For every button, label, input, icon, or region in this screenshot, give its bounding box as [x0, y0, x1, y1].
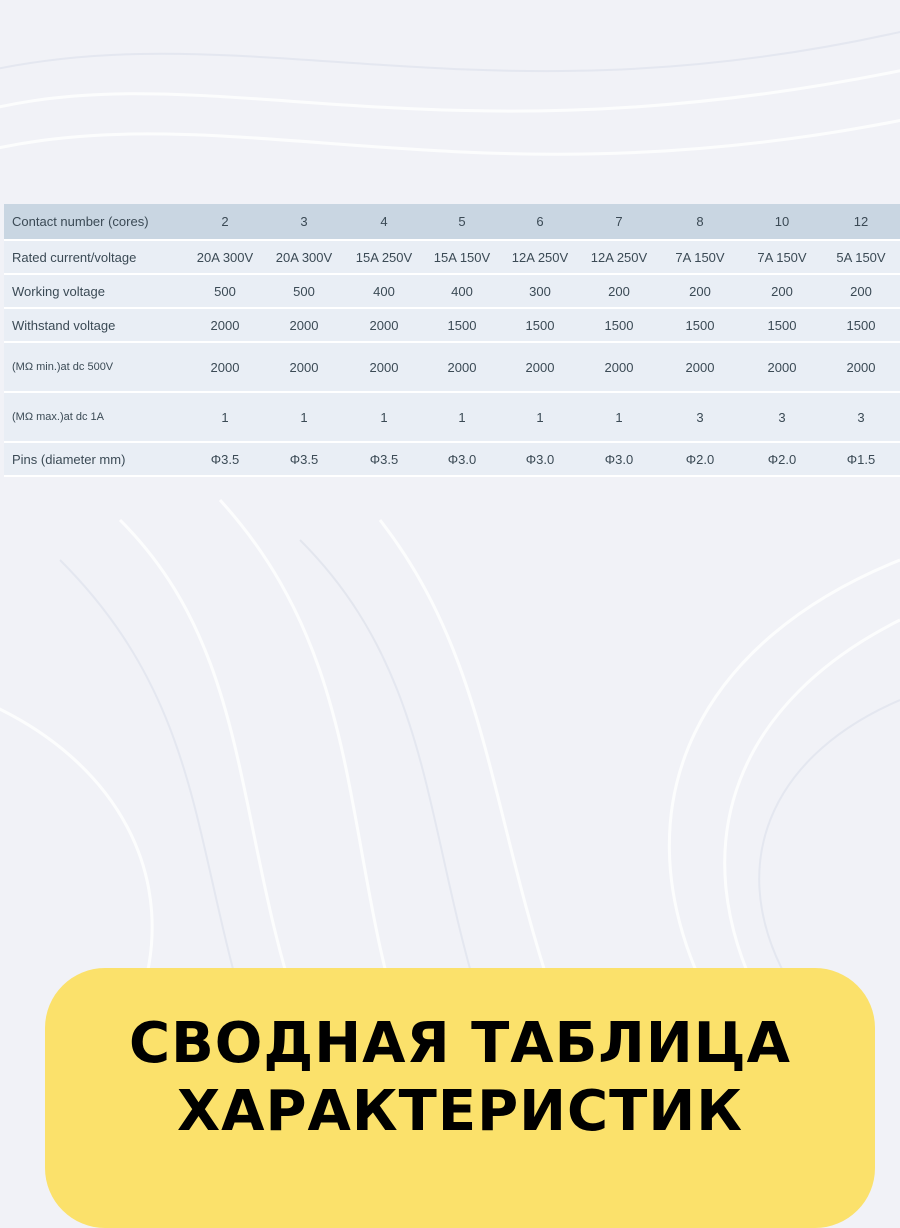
table-cell: 2000 — [424, 342, 500, 392]
table-row — [4, 442, 900, 476]
table-cell: 2000 — [500, 342, 580, 392]
table-cell: 20A 300V — [264, 240, 344, 274]
table-cell: 1 — [500, 392, 580, 442]
table-cell: 1500 — [500, 308, 580, 342]
table-cell: 12A 250V — [580, 240, 658, 274]
table-cell: 7A 150V — [742, 240, 822, 274]
table-cell: 2000 — [822, 342, 900, 392]
table-cell: 1500 — [742, 308, 822, 342]
table-cell: 3 — [742, 392, 822, 442]
table-row — [4, 342, 900, 392]
table-cell: 1 — [186, 392, 264, 442]
table-cell: Φ3.0 — [580, 442, 658, 476]
table-cell: Φ1.5 — [822, 442, 900, 476]
row-label: Rated current/voltage — [4, 240, 186, 274]
table-cell: 1500 — [580, 308, 658, 342]
table-cell: Φ3.5 — [186, 442, 264, 476]
table-cell: 2000 — [186, 342, 264, 392]
table-cell: 2000 — [344, 308, 424, 342]
row-label: Pins (diameter mm) — [4, 442, 186, 476]
table-cell: 200 — [658, 274, 742, 308]
table-cell: 3 — [822, 392, 900, 442]
table-cell: 15A 250V — [344, 240, 424, 274]
table-cell: Φ3.0 — [500, 442, 580, 476]
table-cell: 7A 150V — [658, 240, 742, 274]
table-cell: 400 — [344, 274, 424, 308]
table-row — [4, 392, 900, 442]
column-header: 3 — [264, 204, 344, 240]
table-cell: 20A 300V — [186, 240, 264, 274]
table-cell: 2000 — [742, 342, 822, 392]
row-label: Withstand voltage — [4, 308, 186, 342]
table-cell: Φ3.0 — [424, 442, 500, 476]
table-cell: 1500 — [658, 308, 742, 342]
column-header: 12 — [822, 204, 900, 240]
table-cell: 1 — [344, 392, 424, 442]
table-cell: 200 — [580, 274, 658, 308]
table-cell: Φ3.5 — [264, 442, 344, 476]
table-cell: 2000 — [580, 342, 658, 392]
table-cell: 12A 250V — [500, 240, 580, 274]
table-cell: 1 — [580, 392, 658, 442]
column-header: 10 — [742, 204, 822, 240]
column-header: 8 — [658, 204, 742, 240]
table-cell: 2000 — [186, 308, 264, 342]
banner-title-line-2: ХАРАКТЕРИСТИК — [177, 1079, 743, 1144]
table-cell: 1 — [424, 392, 500, 442]
row-label: (MΩ min.)at dc 500V — [4, 342, 186, 392]
column-header: 6 — [500, 204, 580, 240]
table-cell: 500 — [264, 274, 344, 308]
table-cell: 2000 — [264, 308, 344, 342]
table-cell: Φ3.5 — [344, 442, 424, 476]
table-row — [4, 240, 900, 274]
column-header: 7 — [580, 204, 658, 240]
table-cell: 1500 — [424, 308, 500, 342]
table-row — [4, 274, 900, 308]
column-header: 4 — [344, 204, 424, 240]
table-cell: 1 — [264, 392, 344, 442]
table-cell: Φ2.0 — [742, 442, 822, 476]
banner-title-line-1: СВОДНАЯ ТАБЛИЦА — [129, 1011, 791, 1076]
row-label: (MΩ max.)at dc 1A — [4, 392, 186, 442]
table-cell: 15A 150V — [424, 240, 500, 274]
table-cell: 400 — [424, 274, 500, 308]
column-header: 5 — [424, 204, 500, 240]
table-cell: 200 — [742, 274, 822, 308]
table-cell: 300 — [500, 274, 580, 308]
column-header: 2 — [186, 204, 264, 240]
banner-title — [45, 1010, 875, 1146]
table-cell: Φ2.0 — [658, 442, 742, 476]
table-cell: 1500 — [822, 308, 900, 342]
table-cell: 2000 — [658, 342, 742, 392]
table-cell: 200 — [822, 274, 900, 308]
table-cell: 500 — [186, 274, 264, 308]
row-label: Working voltage — [4, 274, 186, 308]
table-cell: 2000 — [264, 342, 344, 392]
table-row — [4, 308, 900, 342]
table-cell: 2000 — [344, 342, 424, 392]
table-header-row — [4, 204, 900, 240]
specifications-table — [4, 204, 900, 477]
header-label: Contact number (cores) — [4, 204, 186, 240]
table-cell: 5A 150V — [822, 240, 900, 274]
table-cell: 3 — [658, 392, 742, 442]
